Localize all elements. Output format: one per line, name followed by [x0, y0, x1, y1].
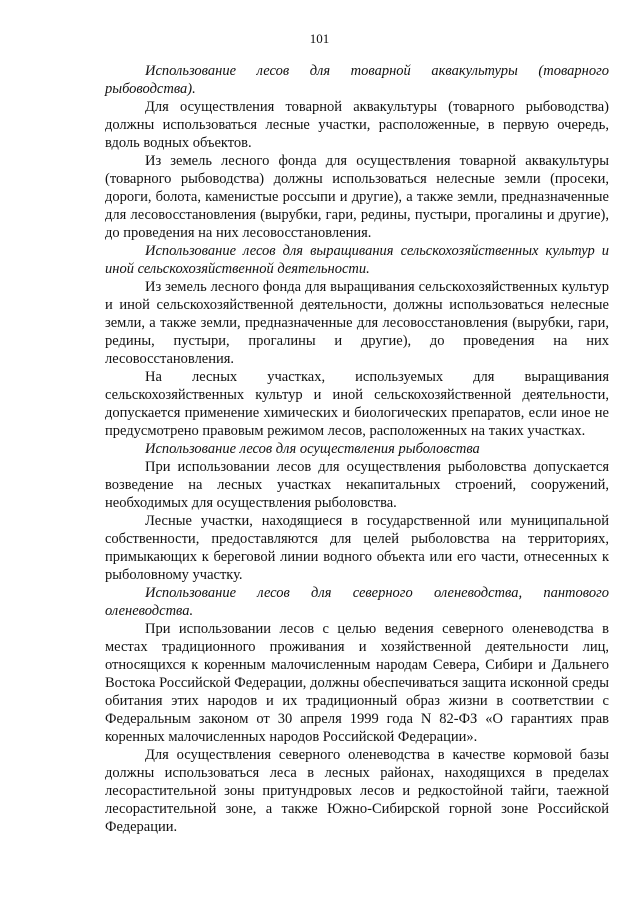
paragraph: Из земель лесного фонда для осуществления товарной аквакультуры (товарного рыбоводства) должны использоваться нелесные земли (просеки, дороги, болота, каменистые россыпи и другие), а также земли, предназначенные для лесовосстановления (вырубки, гари, редины, пустыри, прогалины и другие), до проведения на них лесовосстановления.: [105, 153, 609, 241]
section-heading-fishing: Использование лесов для осуществления рыболовства: [145, 441, 480, 457]
paragraph: Для осуществления северного оленеводства в качестве кормовой базы должны использоваться леса в лесных районах, находящихся в пределах лесорастительной зоны притундровых лесов и редкостойной тайги, таежной лесорастительной зоне, а также Южно-Сибирской горной зоне Российской Федерации.: [105, 747, 609, 835]
section-heading-reindeer-herding: Использование лесов для северного оленеводства, пантового оленеводства.: [105, 585, 609, 619]
paragraph: Из земель лесного фонда для выращивания сельскохозяйственных культур и иной сельскохозяйственной деятельности, должны использоваться нелесные земли, а также земли, предназначенные для лесовосстановления (вырубки, гари, редины, пустыри, прогалины и другие), до проведения на них лесовосстановления.: [105, 279, 609, 367]
document-body: [105, 62, 609, 836]
paragraph: Для осуществления товарной аквакультуры (товарного рыбоводства) должны использоваться лесные участки, расположенные, в первую очередь, вдоль водных объектов.: [105, 99, 609, 151]
paragraph: На лесных участках, используемых для выращивания сельскохозяйственных культур и иной сельскохозяйственной деятельности, допускается применение химических и биологических препаратов, если иное не предусмотрено правовым режимом лесов, расположенных на таких участках.: [105, 369, 609, 439]
section-heading-aquaculture: Использование лесов для товарной аквакультуры (товарного рыбоводства).: [105, 63, 609, 97]
section-heading-agriculture: Использование лесов для выращивания сельскохозяйственных культур и иной сельскохозяйственной деятельности.: [105, 243, 609, 277]
page-number: 101: [309, 31, 330, 46]
paragraph: При использовании лесов с целью ведения северного оленеводства в местах традиционного проживания и хозяйственной деятельности лиц, относящихся к коренным малочисленным народам Севера, Сибири и Дальнего Востока Российской Федерации, должны обеспечиваться защита исконной среды обитания этих народов и их традиционный образ жизни в соответствии с Федеральным законом от 30 апреля 1999 года N 82-ФЗ «О гарантиях прав коренных малочисленных народов Российской Федерации».: [105, 621, 609, 745]
paragraph: Лесные участки, находящиеся в государственной или муниципальной собственности, предоставляются для целей рыболовства на территориях, примыкающих к береговой линии водного объекта или его части, отнесенных к рыболовному участку.: [105, 513, 609, 583]
paragraph: При использовании лесов для осуществления рыболовства допускается возведение на лесных участках некапитальных строений, сооружений, необходимых для осуществления рыболовства.: [105, 459, 609, 511]
